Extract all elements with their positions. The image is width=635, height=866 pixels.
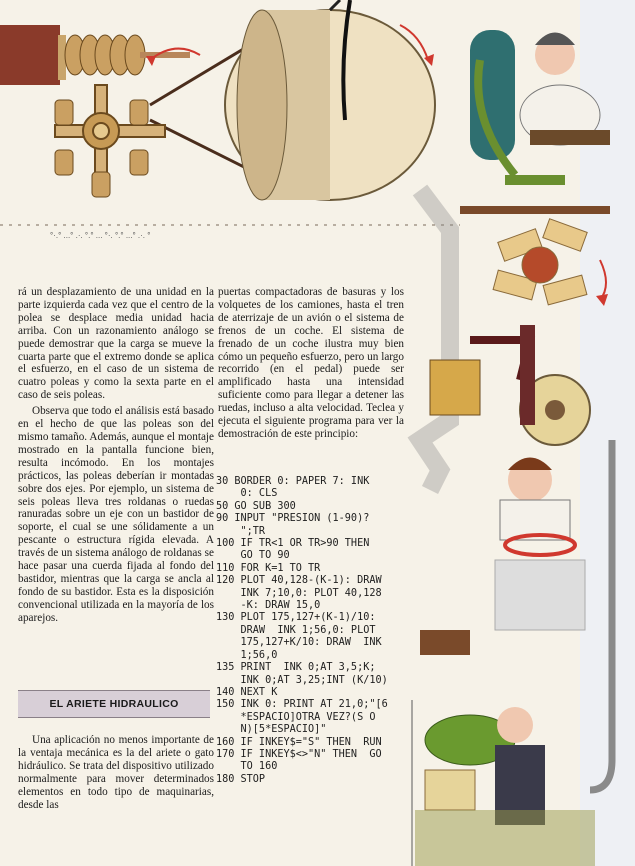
section-heading-box	[18, 690, 210, 718]
code-line: 110 FOR K=1 TO TR	[216, 562, 321, 574]
code-line: 160 IF INKEY$="S" THEN RUN	[216, 736, 382, 748]
svg-text:°·.° ...° .·. °.° ... °·.: °·.° ...° .·. °.° ... °·. °.° ...° .·. °	[50, 231, 151, 240]
code-line: 170 IF INKEY$<>"N" THEN GO	[216, 748, 382, 760]
code-line: *ESPACIO]OTRA VEZ?(S O	[216, 711, 376, 723]
code-line: INK 7;10,0: PLOT 40,128	[216, 587, 382, 599]
left-bottom-text-column	[18, 734, 214, 811]
code-line: 150 INK 0: PRINT AT 21,0;"[6	[216, 699, 388, 711]
code-line: 120 PLOT 40,128-(K-1): DRAW	[216, 575, 382, 587]
paragraph-pulley-mounting: Observa que todo el análisis está basado en el hecho de que las poleas son del mismo tamaño. Además, aunque el montaje mostrado en la pantalla funcione bien, resulta incómodo. En los montajes prácticos, las poleas deberían ir montadas sobre dos ejes. Por ejemplo, un sistema de seis poleas lleva tres roldanas o ruedas ranuradas sobre un eje con un bastidor de soporte, el cual se une sólidamente a un pescante o estructura rígida elevada. A través de un sistema análogo de roldanas se hace pasar una cuerda fijada al fondo del bastidor, mientras que la carga se ancla al fondo de su bastidor. Esta es la disposición convencional utilizada en la mayoría de los aparejos.	[18, 405, 214, 624]
code-line: 50 GO SUB 300	[216, 500, 296, 512]
basic-program-listing	[216, 476, 412, 786]
paragraph-hydraulic-ram: Una aplicación no menos importante de la ventaja mecánica es la del ariete o gato hidráulico. Se trata del dispositivo utilizado normalmente para mover determinados elementos en todo tipo de maquinarias, desde las	[18, 734, 214, 811]
code-line: 140 NEXT K	[216, 686, 278, 698]
code-line: 100 IF TR<1 OR TR>90 THEN	[216, 538, 370, 550]
code-line: 175,127+K/10: DRAW INK	[216, 637, 382, 649]
code-line: 130 PLOT 175,127+(K-1)/10:	[216, 612, 376, 624]
code-line: INK 0;AT 3,25;INT (K/10)	[216, 674, 388, 686]
code-line: 180 STOP	[216, 773, 266, 785]
code-line: ";TR	[216, 525, 266, 537]
code-line: GO TO 90	[216, 550, 290, 562]
middle-text-column	[218, 286, 404, 441]
code-line: TO 160	[216, 761, 278, 773]
paragraph-pulley-analysis: rá un desplazamiento de una unidad en la parte izquierda cada vez que el centro de la polea se desplace media unidad hacia arriba. Con un razonamiento análogo se puede demostrar que la carga se mueve la cuarta parte que el extremo donde se aplica el esfuerzo, en el caso de un sistema de cuatro poleas y como la sexta parte en el caso de seis poleas.	[18, 286, 214, 402]
code-line: N)[5*ESPACIO]"	[216, 724, 327, 736]
code-line: DRAW INK 1;56,0: PLOT	[216, 624, 376, 636]
paragraph-braking-system: puertas compactadoras de basuras y los volquetes de los camiones, hasta el tren de aterrizaje de un avión o el sistema de frenos de un coche. El sistema de frenado de un coche ilustra muy bien cómo un pequeño esfuerzo, pero un largo recorrido (en el pedal) puede ser amplificado hasta una intensidad suficiente como para llegar a detener las ruedas, incluso a alta velocidad. Teclea y ejecuta el siguiente programa para ver la demostración de este principio:	[218, 286, 404, 440]
left-text-column	[18, 286, 214, 625]
code-line: 90 INPUT "PRESION (1-90)?	[216, 513, 370, 525]
code-line: 0: CLS	[216, 488, 278, 500]
code-line: 135 PRINT INK 0;AT 3,5;K;	[216, 662, 376, 674]
code-line: 1;56,0	[216, 649, 278, 661]
code-line: -K: DRAW 15,0	[216, 600, 321, 612]
code-line: 30 BORDER 0: PAPER 7: INK	[216, 476, 370, 487]
section-heading: EL ARIETE HIDRAULICO	[49, 698, 179, 710]
